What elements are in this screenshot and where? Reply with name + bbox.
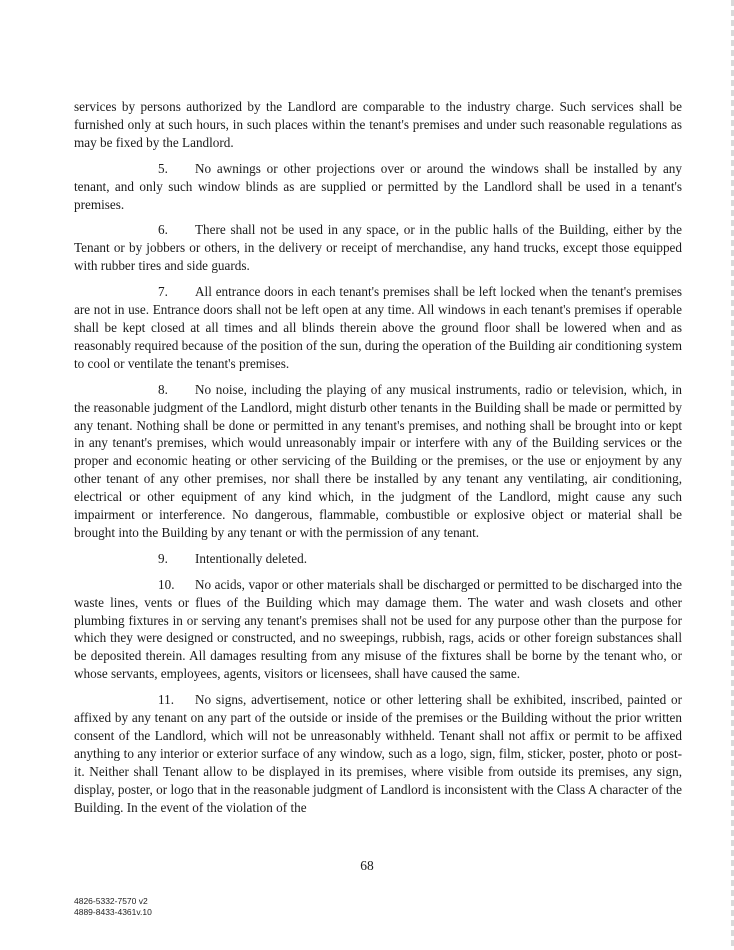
paragraph-text: services by persons authorized by the Landlord are comparable to the industry charge. Such services shall be furnished only at such hours, in such places within the tenant's premises and under such reasonable regulations as may be fixed by the Landlord. <box>74 99 682 150</box>
doc-id-2: 4889-8433-4361v.10 <box>74 907 152 917</box>
paragraph-8 <box>74 381 682 542</box>
paragraph-number: 5. <box>158 160 168 176</box>
paragraph-7 <box>74 283 682 373</box>
page-number: 68 <box>360 858 374 873</box>
paragraph-text: No acids, vapor or other materials shall be discharged or permitted to be discharged into the waste lines, vents or flues of the Building which may damage them. The water and wash closets and other plumbing fixtures in or serving any tenant's premises shall not be used for any purpose other than the purpose for which they were designed or constructed, and no sweepings, rubbish, rags, acids or other foreign substances shall be deposited therein. All damages resulting from any misuse of the fixtures shall be borne by the tenant who, or whose servants, employees, agents, visitors or licensees, shall have caused the same. <box>74 576 682 682</box>
paragraph-10 <box>74 576 682 683</box>
paragraph-text: There shall not be used in any space, or in the public halls of the Building, either by the Tenant or by jobbers or others, in the delivery or receipt of merchandise, any hand trucks, except those equipped with rubber tires and side guards. <box>74 222 682 274</box>
paragraph-text: Intentionally deleted. <box>195 550 308 566</box>
document-body <box>74 98 682 825</box>
paragraph-9 <box>74 550 682 568</box>
document-ids <box>74 896 152 918</box>
paragraph-11 <box>74 691 682 816</box>
paragraph-number: 8. <box>158 381 168 397</box>
paragraph-number: 7. <box>158 284 168 300</box>
paragraph-text: No awnings or other projections over or around the windows shall be installed by any tenant, and only such window blinds as are supplied or permitted by the Landlord shall be used in a tenant's premises. <box>74 160 682 212</box>
paragraph-number: 11. <box>158 692 174 708</box>
paragraph-text: No noise, including the playing of any musical instruments, radio or television, which, in the reasonable judgment of the Landlord, might disturb other tenants in the Building shall be made or permitted by any tenant. Nothing shall be done or permitted in any tenant's premises, and nothing shall be brought into or kept in any tenant's premises, which would unreasonably impair or interfere with any of the Building services or the proper and economic heating or other servicing of the Building or the premises, or the use or enjoyment by any other tenant of any other premises, nor shall there be installed by any tenant any ventilating, air conditioning, electrical or other equipment of any kind which, in the judgment of the Landlord, might cause any such impairment or interference. No dangerous, flammable, combustible or explosive object or material shall be brought into the Building by any tenant or with the permission of any tenant. <box>74 381 682 540</box>
paragraph-text: All entrance doors in each tenant's premises shall be left locked when the tenant's premises are not in use. Entrance doors shall not be left open at any time. All windows in each tenant's premises if operable shall be kept closed at all times and all blinds therein above the ground floor shall be lowered when and as reasonably required because of the position of the sun, during the operation of the Building air conditioning system to cool or ventilate the tenant's premises. <box>74 284 682 371</box>
paragraph-5 <box>74 160 682 214</box>
paragraph-number: 6. <box>158 222 168 238</box>
paragraph-number: 10. <box>158 576 175 592</box>
paragraph-6 <box>74 221 682 275</box>
doc-id-1: 4826-5332-7570 v2 <box>74 896 148 906</box>
paragraph-text: No signs, advertisement, notice or other lettering shall be exhibited, inscribed, painted or affixed by any tenant on any part of the outside or inside of the premises or the Building without the prior written consent of the Landlord, which will not be unreasonably withheld. Tenant shall not affix or permit to be affixed anything to any interior or exterior surface of any window, such as a logo, sign, film, sticker, poster, photo or post-it. Neither shall Tenant allow to be displayed in its premises, where visible from outside its premises, any sign, display, poster, or logo that in the reasonable judgment of Landlord is inconsistent with the Class A character of the Building. In the event of the violation of the <box>74 692 682 815</box>
paragraph-number: 9. <box>158 550 168 566</box>
paragraph-continuation <box>74 98 682 152</box>
